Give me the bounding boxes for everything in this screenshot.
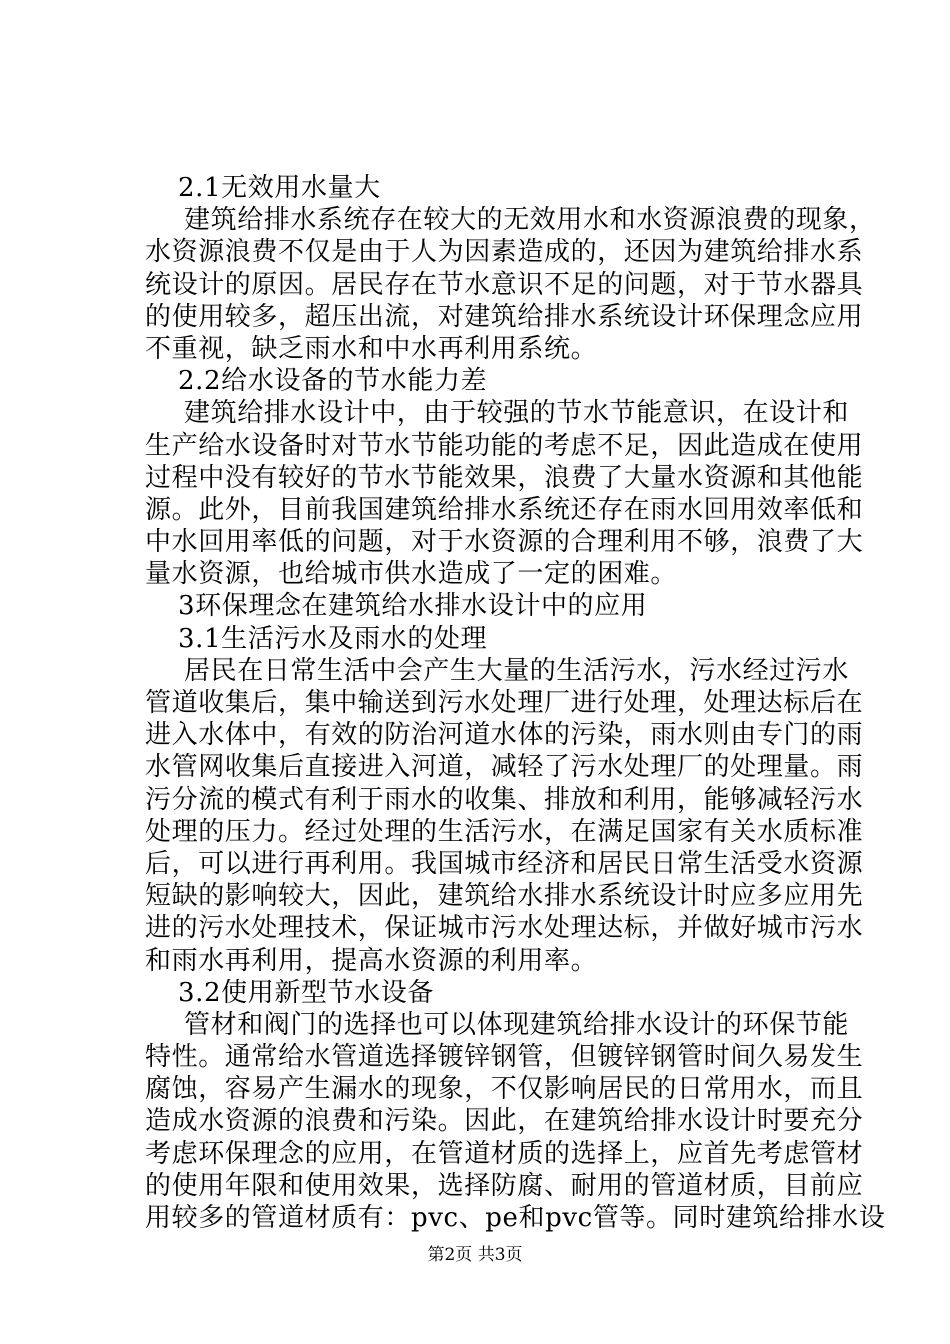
section-heading-3-2: 3.2使用新型节水设备 <box>178 977 434 1008</box>
paragraph-line: 用较多的管道材质有：pvc、pe和pvc管等。同时建筑给排水设 <box>145 1203 886 1233</box>
paragraph-line: 生产给水设备时对节水节能功能的考虑不足，因此造成在使用 <box>145 430 864 461</box>
paragraph-line: 进的污水处理技术，保证城市污水处理达标，并做好城市污水 <box>145 913 864 944</box>
paragraph-line: 的使用较多，超压出流，对建筑给排水系统设计环保理念应用 <box>145 301 864 332</box>
paragraph-line: 污分流的模式有利于雨水的收集、排放和利用，能够减轻污水 <box>145 784 864 815</box>
paragraph-line: 量水资源，也给城市供水造成了一定的困难。 <box>145 559 678 590</box>
paragraph-line: 统设计的原因。居民存在节水意识不足的问题，对于节水器具 <box>145 269 864 300</box>
paragraph-line: 处理的压力。经过处理的生活污水，在满足国家有关水质标准 <box>145 816 864 847</box>
paragraph-line: 过程中没有较好的节水节能效果，浪费了大量水资源和其他能 <box>145 462 864 493</box>
paragraph-line: 居民在日常生活中会产生大量的生活污水，污水经过污水 <box>184 655 850 686</box>
section-heading-3: 3环保理念在建筑给水排水设计中的应用 <box>178 591 648 622</box>
paragraph-line: 短缺的影响较大，因此，建筑给水排水系统设计时应多应用先 <box>145 881 864 912</box>
page-number-label: 第2页 共3页 <box>427 1245 523 1265</box>
paragraph-line: 水管网收集后直接进入河道，减轻了污水处理厂的处理量。雨 <box>145 752 864 783</box>
paragraph-line: 源。此外，目前我国建筑给排水系统还存在雨水回用效率低和 <box>145 494 864 525</box>
section-heading-3-1: 3.1生活污水及雨水的处理 <box>178 623 488 654</box>
section-heading-2-2: 2.2给水设备的节水能力差 <box>178 366 488 397</box>
paragraph-line: 水资源浪费不仅是由于人为因素造成的，还因为建筑给排水系 <box>145 237 864 268</box>
paragraph-line: 后，可以进行再利用。我国城市经济和居民日常生活受水资源 <box>145 848 864 879</box>
paragraph-line: 不重视，缺乏雨水和中水再利用系统。 <box>145 333 598 364</box>
paragraph-line: 和雨水再利用，提高水资源的利用率。 <box>145 945 598 976</box>
paragraph-line: 中水回用率低的问题，对于水资源的合理利用不够，浪费了大 <box>145 527 864 558</box>
paragraph-line: 进入水体中，有效的防治河道水体的污染，雨水则由专门的雨 <box>145 720 864 751</box>
document-body <box>145 172 886 1234</box>
paragraph-line: 的使用年限和使用效果，选择防腐、耐用的管道材质，目前应 <box>145 1170 864 1201</box>
page-footer <box>0 1245 950 1265</box>
paragraph-line: 管材和阀门的选择也可以体现建筑给排水设计的环保节能 <box>184 1009 850 1040</box>
paragraph-line: 建筑给排水设计中，由于较强的节水节能意识，在设计和 <box>184 398 850 429</box>
paragraph-line: 造成水资源的浪费和污染。因此，在建筑给排水设计时要充分 <box>145 1106 864 1137</box>
paragraph-line: 特性。通常给水管道选择镀锌钢管，但镀锌钢管时间久易发生 <box>145 1042 864 1073</box>
section-heading-2-1: 2.1无效用水量大 <box>178 173 381 203</box>
paragraph-line: 考虑环保理念的应用，在管道材质的选择上，应首先考虑管材 <box>145 1138 864 1169</box>
paragraph-line: 建筑给排水系统存在较大的无效用水和水资源浪费的现象， <box>184 205 876 236</box>
paragraph-line: 腐蚀，容易产生漏水的现象，不仅影响居民的日常用水，而且 <box>145 1074 864 1105</box>
paragraph-line: 管道收集后，集中输送到污水处理厂进行处理，处理达标后在 <box>145 688 864 718</box>
